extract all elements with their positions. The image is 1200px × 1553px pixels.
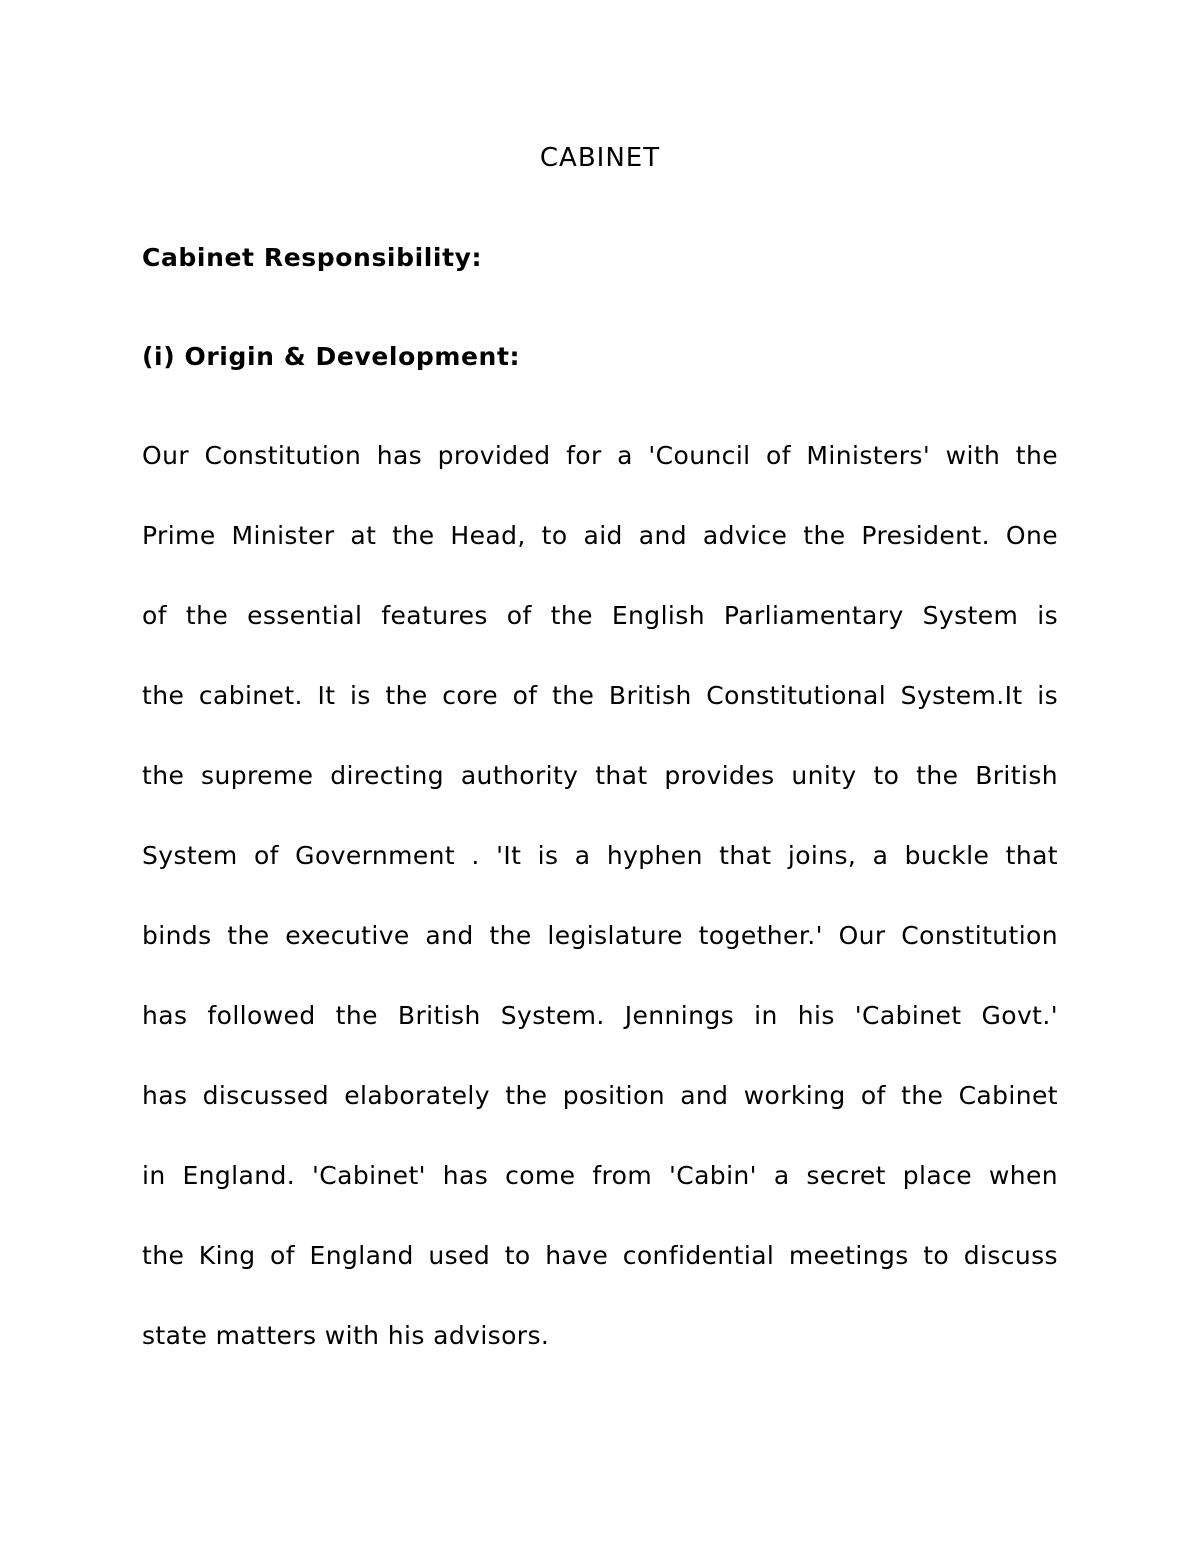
paragraph-line: the supreme directing authority that provides unity to the British [142, 761, 1058, 790]
document-title: CABINET [539, 143, 661, 173]
paragraph-line: binds the executive and the legislature together.' Our Constitution [142, 921, 1058, 950]
subsection-heading: (i) Origin & Development: [142, 342, 521, 371]
paragraph-line: System of Government . 'It is a hyphen that joins, a buckle that [142, 841, 1058, 870]
body-paragraph [142, 436, 1058, 1396]
paragraph-line: in England. 'Cabinet' has come from 'Cabin' a secret place when [142, 1161, 1058, 1190]
paragraph-line: has discussed elaborately the position and working of the Cabinet [142, 1081, 1058, 1110]
paragraph-line: Prime Minister at the Head, to aid and advice the President. One [142, 521, 1058, 550]
paragraph-line: state matters with his advisors. [142, 1321, 550, 1350]
paragraph-line: of the essential features of the English Parliamentary System is [142, 601, 1058, 630]
paragraph-line: has followed the British System. Jennings in his 'Cabinet Govt.' [142, 1001, 1058, 1030]
paragraph-line: Our Constitution has provided for a 'Council of Ministers' with the [142, 441, 1058, 470]
paragraph-line: the King of England used to have confidential meetings to discuss [142, 1241, 1058, 1270]
section-heading: Cabinet Responsibility: [142, 243, 483, 272]
paragraph-line: the cabinet. It is the core of the British Constitutional System.It is [142, 681, 1058, 710]
